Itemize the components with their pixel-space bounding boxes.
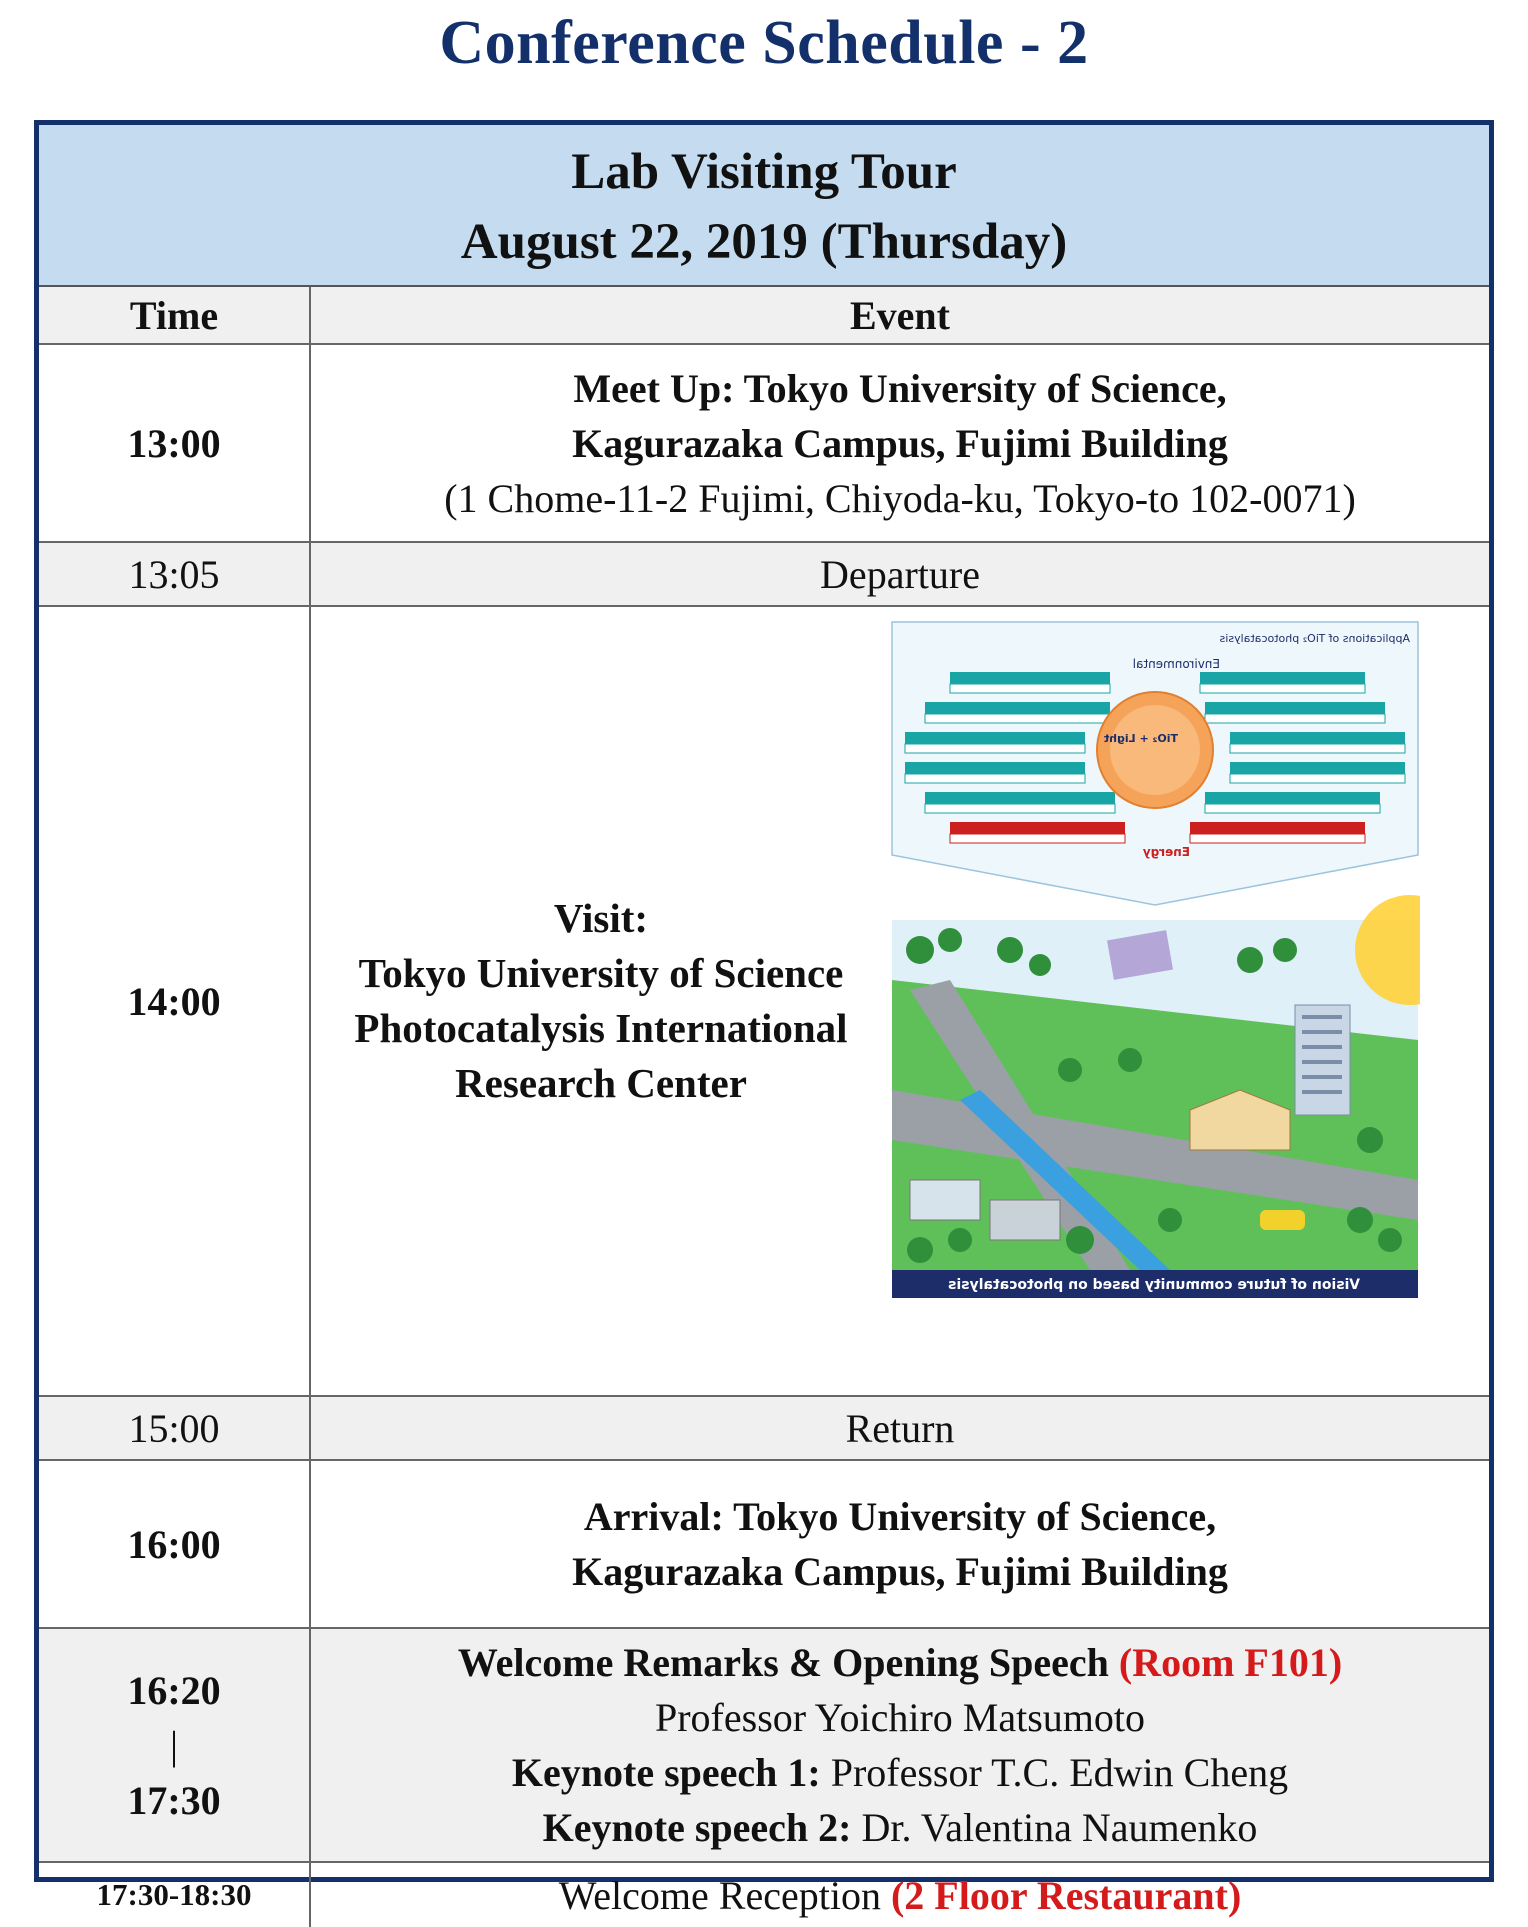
table-row xyxy=(39,345,1489,543)
time-column-header: Time xyxy=(39,287,311,343)
event-line: Arrival: Tokyo University of Science, xyxy=(583,1494,1217,1539)
row-event xyxy=(311,1461,1489,1627)
room-label: (Room F101) xyxy=(1118,1640,1343,1685)
time-separator: | xyxy=(169,1722,178,1768)
time-start: 16:20 xyxy=(127,1667,221,1713)
keynote-speaker: Dr. Valentina Naumenko xyxy=(861,1805,1258,1850)
row-event: Departure xyxy=(820,551,980,597)
row-time: 15:00 xyxy=(39,1397,311,1459)
event-column-header: Event xyxy=(850,292,950,338)
row-time: 16:00 xyxy=(39,1461,311,1627)
table-row xyxy=(39,1461,1489,1629)
place-label: (2 Floor Restaurant) xyxy=(890,1872,1242,1918)
greenhouse-icon xyxy=(910,1180,980,1220)
row-time xyxy=(39,1629,311,1861)
event-line: Kagurazaka Campus, Fujimi Building xyxy=(572,1549,1228,1594)
tio2-light-inner xyxy=(1110,705,1200,795)
car-icon xyxy=(1260,1210,1305,1230)
row-time: 13:05 xyxy=(39,543,311,605)
keynote-speaker: Professor T.C. Edwin Cheng xyxy=(830,1750,1289,1795)
keynote-line xyxy=(543,1800,1258,1855)
applications-panel xyxy=(892,622,1418,905)
table-row xyxy=(39,1397,1489,1461)
photocatalysis-illustration xyxy=(890,620,1420,1300)
tour-title: Lab Visiting Tour xyxy=(571,144,957,200)
event-address: (1 Chome-11-2 Fujimi, Chiyoda-ku, Tokyo-to 102-0071) xyxy=(444,475,1356,521)
figure-caption: Vision of future community based on photocatalysis xyxy=(948,1277,1360,1293)
event-line: Kagurazaka Campus, Fujimi Building xyxy=(572,420,1228,466)
table-row xyxy=(39,543,1489,607)
keynote-line xyxy=(512,1745,1288,1800)
column-header-row xyxy=(39,287,1489,345)
row-event xyxy=(311,1629,1489,1861)
visit-description xyxy=(311,607,891,1395)
row-time: 17:30-18:30 xyxy=(39,1863,311,1927)
event-line: Meet Up: Tokyo University of Science, xyxy=(573,365,1227,411)
tour-date: August 22, 2019 (Thursday) xyxy=(460,214,1068,270)
table-header xyxy=(39,125,1489,287)
keynote-label: Keynote speech 2: xyxy=(542,1805,852,1850)
table-row xyxy=(39,1863,1489,1927)
page-title: Conference Schedule - 2 xyxy=(439,9,1089,77)
energy-label: Energy xyxy=(1142,845,1190,859)
row-time: 14:00 xyxy=(39,607,311,1395)
welcome-title: Welcome Remarks & Opening Speech xyxy=(457,1640,1109,1685)
row-time: 13:00 xyxy=(39,345,311,541)
row-event: Return xyxy=(845,1405,955,1451)
row-event xyxy=(311,345,1489,541)
table-row xyxy=(39,1629,1489,1863)
welcome-speaker: Professor Yoichiro Matsumoto xyxy=(654,1695,1146,1740)
event-line: Visit: xyxy=(553,895,649,941)
event-line: Tokyo University of Science xyxy=(358,950,844,996)
event-text: Welcome Reception xyxy=(558,1872,881,1918)
time-end: 17:30 xyxy=(127,1777,221,1823)
tio2-label: TiO₂ + Light xyxy=(1103,732,1178,745)
figure-top-title: Applications of TiO₂ photocatalysis xyxy=(1219,632,1410,645)
keynote-label: Keynote speech 1: xyxy=(511,1750,821,1795)
row-event xyxy=(311,1863,1489,1927)
event-line: Research Center xyxy=(455,1060,747,1106)
future-community-scene xyxy=(892,895,1420,1270)
welcome-line xyxy=(458,1635,1342,1690)
environmental-label: Environmental xyxy=(1132,657,1220,671)
event-line: Photocatalysis International xyxy=(354,1005,848,1051)
